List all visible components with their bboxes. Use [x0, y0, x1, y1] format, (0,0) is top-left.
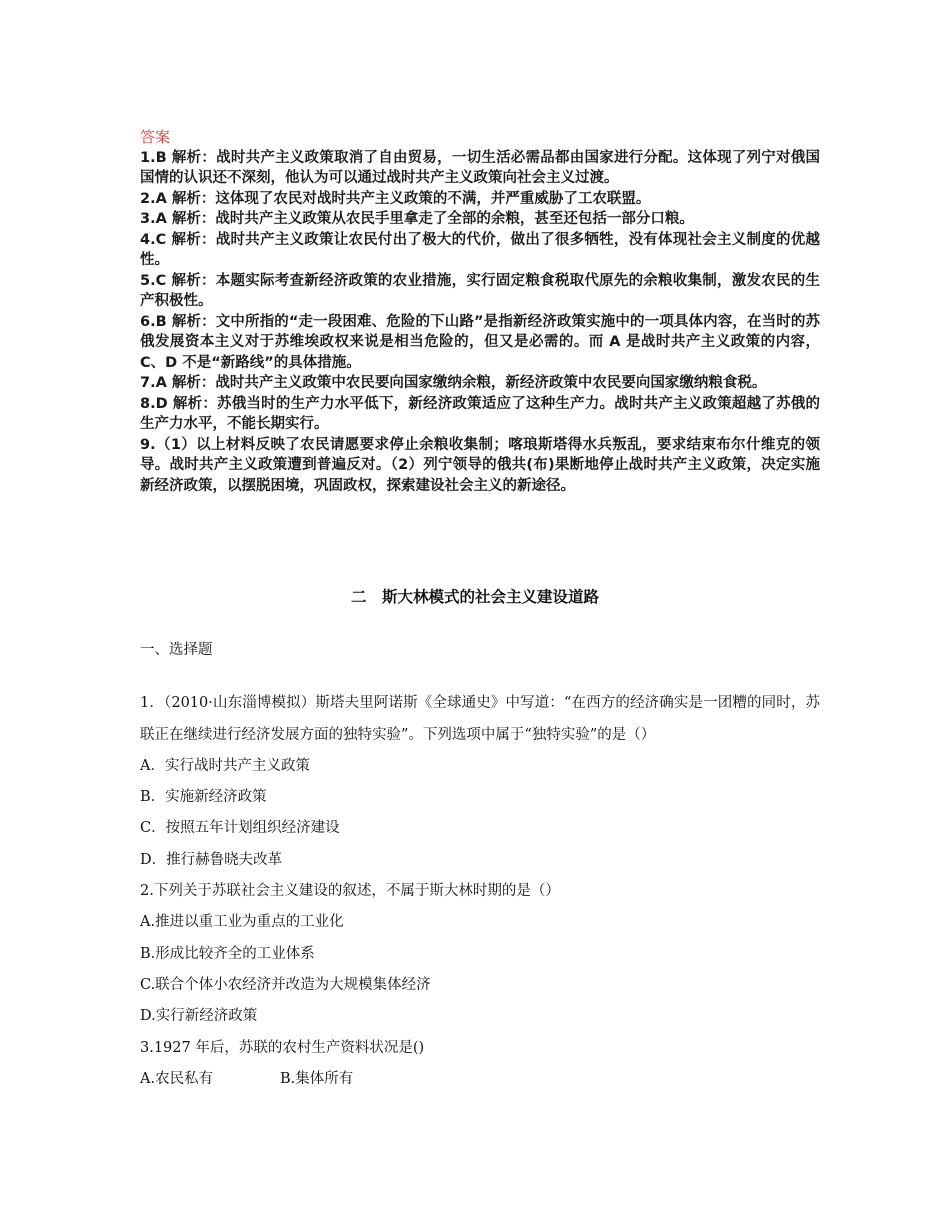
answer-item-9: 9.（1）以上材料反映了农民请愿要求停止余粮收集制；喀琅斯塔得水兵叛乱，要求结束布尔什维克的领导。战时共产主义政策遭到普遍反对。（2）列宁领导的俄共(布)果断地停止战时共产主义政策，决定实施新经济政策，以摆脱困境，巩固政权，探索建设社会主义的新途径。: [140, 436, 820, 494]
answer-item-8: 8.D 解析：苏俄当时的生产力水平低下，新经济政策适应了这种生产力。战时共产主义政策超越了苏俄的生产力水平，不能长期实行。: [140, 395, 820, 432]
answer-item-6: 6.B 解析：文中所指的“走一段困难、危险的下山路”是指新经济政策实施中的一项具体内容，在当时的苏俄发展资本主义对于苏维埃政权来说是相当危险的，但又是必需的。而 A 是战时共产主义政策的内容，C、D 不是“新路线”的具体措施。: [140, 313, 820, 371]
question-3-options: [140, 1064, 820, 1095]
question-2-option-c: C.联合个体小农经济并改造为大规模集体经济: [140, 976, 431, 993]
question-2-option-a: A.推进以重工业为重点的工业化: [140, 914, 344, 931]
question-1-stem: 1．（2010·山东淄博模拟）斯塔夫里阿诺斯《全球通史》中写道：“在西方的经济确实是一团糟的同时，苏联正在继续进行经济发展方面的独特实验”。下列选项中属于“独特实验”的是（）: [140, 695, 820, 743]
part-heading: 一、选择题: [140, 642, 213, 658]
section-title: 二 斯大林模式的社会主义建设道路: [350, 587, 599, 606]
answer-section: [140, 127, 820, 496]
answer-item-2: 2.A 解析：这体现了农民对战时共产主义政策的不满，并严重威胁了工农联盟。: [140, 190, 651, 207]
answer-item-4: 4.C 解析：战时共产主义政策让农民付出了极大的代价，做出了很多牺牲，没有体现社会主义制度的优越性。: [140, 231, 820, 268]
answer-item-3: 3.A 解析：战时共产主义政策从农民手里拿走了全部的余粮，甚至还包括一部分口粮。: [140, 211, 694, 227]
question-2-option-d: D.实行新经济政策: [140, 1008, 258, 1025]
answer-item-7: 7.A 解析：战时共产主义政策中农民要向国家缴纳余粮，新经济政策中农民要向国家缴纳粮食税。: [140, 375, 767, 391]
question-1-option-c: C．按照五年计划组织经济建设: [140, 820, 340, 837]
answer-item-1: 1.B 解析：战时共产主义政策取消了自由贸易，一切生活必需品都由国家进行分配。这体现了列宁对俄国国情的认识还不深刻，他认为可以通过战时共产主义政策向社会主义过渡。: [140, 149, 820, 186]
answer-heading: 答案: [140, 128, 171, 146]
question-section: [140, 635, 820, 1095]
question-2-option-b: B.形成比较齐全的工业体系: [140, 945, 315, 962]
answer-item-5: 5.C 解析：本题实际考查新经济政策的农业措施，实行固定粮食税取代原先的余粮收集制，激发农民的生产积极性。: [140, 272, 820, 309]
question-3-option-a: A.农民私有: [140, 1070, 214, 1087]
question-1-option-a: A．实行战时共产主义政策: [140, 757, 310, 774]
question-3-stem: 3.1927 年后，苏联的农村生产资料状况是(): [140, 1039, 425, 1056]
question-1-option-d: D．推行赫鲁晓夫改革: [140, 851, 283, 868]
question-1-option-b: B．实施新经济政策: [140, 789, 267, 806]
spacer: [140, 666, 820, 688]
question-3-option-b: B.集体所有: [280, 1070, 354, 1087]
question-2-stem: 2.下列关于苏联社会主义建设的叙述，不属于斯大林时期的是（）: [140, 883, 560, 900]
